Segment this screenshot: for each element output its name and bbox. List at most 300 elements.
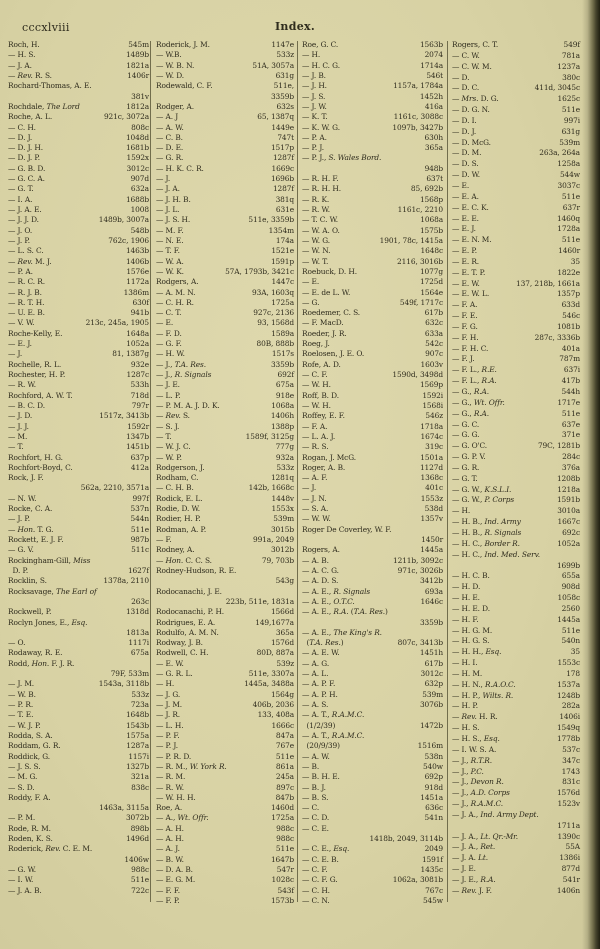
index-entry: [302, 360, 443, 370]
entry-name: — T. E.: [8, 710, 34, 720]
entry-pages: 1647b: [270, 854, 294, 864]
index-entry: [8, 298, 149, 308]
entry-name: Roe, G. C.: [302, 40, 339, 49]
entry-name: — C. E., Esq.: [302, 844, 350, 854]
entry-name: — R. S.: [302, 442, 329, 452]
entry-name: — H. S., Esq.: [452, 734, 500, 743]
entry-pages: 932a: [275, 452, 294, 462]
entry-pages: 562a, 2210, 3571a: [80, 483, 149, 493]
entry-name: — G. O'C.: [452, 441, 488, 451]
index-entry: [302, 865, 443, 875]
entry-pages: 546c: [562, 311, 580, 321]
entry-pages: 1725a: [271, 297, 294, 307]
index-entry: [302, 318, 443, 328]
index-entry: [156, 721, 294, 731]
entry-name: Rodulfo, A. M. N.: [156, 627, 219, 637]
entry-pages: 877d: [561, 864, 580, 874]
index-entry: [8, 865, 149, 875]
entry-pages: 831c: [562, 777, 580, 787]
index-entry: [452, 83, 580, 94]
index-entry: [452, 420, 580, 431]
entry-pages: 3037c: [557, 180, 580, 190]
entry-name: — A. B.: [302, 555, 329, 565]
entry-pages: 533z: [131, 689, 149, 699]
entry-name: — C. T.: [156, 308, 182, 318]
index-entry: [452, 354, 580, 365]
entry-pages: 1590d, 3498d: [392, 370, 443, 379]
entry-pages: 2560: [561, 603, 580, 613]
index-entry: [452, 148, 580, 159]
entry-pages: 971c, 3026b: [397, 565, 443, 575]
index-entry: [452, 701, 580, 712]
index-entry: [452, 441, 580, 452]
page-title: Index.: [274, 20, 316, 33]
entry-name: — D.: [452, 72, 470, 82]
entry-name: — M. G.: [8, 772, 38, 782]
entry-pages: 633a: [424, 328, 443, 338]
entry-name: — J., R.A.M.C.: [452, 799, 504, 809]
entry-name: — L. S. C.: [8, 246, 44, 256]
entry-name: — F. H. C.: [452, 343, 489, 353]
entry-pages: 1812a: [126, 101, 149, 111]
index-entry: [452, 452, 580, 463]
entry-pages: 1521e: [271, 246, 294, 256]
entry-name: — I. W.: [8, 875, 34, 885]
index-entry: [156, 752, 294, 762]
entry-name: — S. A.: [302, 504, 329, 514]
index-entry: [156, 339, 294, 349]
index-entry: [156, 628, 294, 638]
entry-name: Roeder, J. R.: [302, 328, 347, 338]
entry-pages: 1688b: [125, 194, 149, 204]
index-entry: [156, 61, 294, 71]
entry-name: — P. J.: [302, 143, 324, 153]
index-entry: [156, 638, 294, 648]
entry-pages: 631g: [561, 126, 580, 136]
index-entry: [156, 195, 294, 205]
index-column-2: [156, 40, 294, 906]
index-entry: [156, 174, 294, 184]
entry-name: — S. J.: [156, 421, 180, 431]
entry-pages: 632c: [425, 318, 443, 328]
entry-name: Roddick, G.: [8, 751, 51, 761]
index-entry: [8, 288, 149, 298]
entry-pages: 797r: [131, 400, 149, 410]
entry-pages: 79, 703b: [261, 555, 294, 565]
index-entry: [156, 535, 294, 545]
entry-pages: 1447c: [271, 277, 294, 287]
index-entry: [8, 483, 149, 493]
entry-name: — R. T. H.: [8, 297, 45, 307]
entry-name: — E. R.: [452, 256, 480, 266]
entry-name: — J. S.: [302, 91, 326, 101]
entry-name: — A. H.: [156, 834, 184, 844]
entry-pages: 838c: [131, 782, 149, 792]
entry-pages: 932e: [130, 359, 149, 369]
entry-pages: 655a: [561, 571, 580, 581]
index-entry: [452, 495, 580, 506]
entry-name: Rodaway, R. E.: [8, 648, 63, 658]
index-entry: [302, 92, 443, 102]
entry-pages: 1553c: [557, 658, 580, 668]
index-entry: [452, 626, 580, 637]
index-entry: [8, 257, 149, 267]
index-entry: [302, 556, 443, 566]
index-entry: [8, 721, 149, 731]
index-entry: [452, 257, 580, 268]
entry-name: Rochfort, H. G.: [8, 452, 63, 462]
index-entry: [156, 422, 294, 432]
entry-name: — E. E.: [452, 213, 479, 223]
entry-pages: 1517p: [270, 143, 294, 153]
entry-pages: 1211b, 3092c: [393, 555, 443, 565]
entry-pages: 549f: [563, 40, 580, 49]
index-entry: [302, 288, 443, 298]
index-entry: [8, 411, 149, 421]
entry-pages: 65, 1387q: [257, 112, 294, 122]
entry-name: — G. B. D.: [8, 163, 46, 173]
entry-pages: 762c, 1906: [108, 235, 149, 245]
index-entry: [452, 528, 580, 539]
index-entry: [452, 539, 580, 550]
entry-pages: 511e: [275, 844, 294, 854]
index-entry: [156, 762, 294, 772]
index-entry: [156, 772, 294, 782]
entry-pages: 543g: [275, 576, 294, 586]
entry-pages: 1208b: [556, 473, 580, 483]
index-entry: [452, 647, 580, 658]
entry-pages: 1357p: [556, 289, 580, 299]
entry-pages: 1591f: [421, 854, 443, 864]
entry-pages: 1563b: [419, 40, 443, 49]
index-entry: [452, 853, 580, 864]
index-entry: [8, 92, 149, 102]
index-entry: [156, 731, 294, 741]
entry-name: — H.: [452, 506, 471, 516]
index-entry: [156, 432, 294, 442]
entry-pages: 401c: [425, 483, 443, 493]
index-entry: [156, 236, 294, 246]
entry-pages: 636c: [425, 803, 443, 813]
index-entry: [302, 236, 443, 246]
entry-pages: 861a: [275, 761, 294, 771]
entry-pages: 997i: [563, 115, 580, 125]
entry-pages: 548b: [130, 225, 149, 235]
index-entry: [302, 494, 443, 504]
entry-pages: 511e: [561, 191, 580, 201]
entry-name: — J. E.: [452, 864, 476, 874]
index-entry: [8, 308, 149, 318]
entry-pages: 1569p: [419, 380, 443, 390]
entry-pages: 1390c: [557, 831, 580, 841]
index-entry: [8, 267, 149, 277]
entry-pages: 546z: [425, 411, 443, 421]
entry-name: — G. R. L.: [156, 669, 193, 679]
index-entry: [302, 504, 443, 514]
entry-pages: 1448v: [271, 493, 294, 503]
entry-pages: 1667c: [557, 517, 580, 527]
entry-pages: 617b: [424, 308, 443, 318]
entry-pages: 541r: [562, 874, 580, 884]
index-entry: [452, 615, 580, 626]
entry-name: — W. J. C.: [156, 442, 191, 452]
entry-name: — F. G.: [452, 321, 478, 331]
entry-pages: 1406h: [270, 411, 294, 421]
index-entry: [8, 597, 149, 607]
entry-pages: 1543b: [125, 720, 149, 730]
entry-name: — B. S.: [302, 792, 329, 802]
entry-name: — G. V.: [8, 545, 34, 555]
entry-pages: 57A, 1793b, 3421c: [225, 266, 294, 276]
entry-name: — J. L.: [156, 205, 180, 214]
index-entry: [156, 143, 294, 153]
index-entry: [8, 607, 149, 617]
entry-name: — C. F.: [302, 865, 328, 874]
index-entry: [156, 267, 294, 277]
index-entry: [8, 50, 149, 60]
index-entry: [156, 679, 294, 689]
entry-pages: 632s: [276, 101, 294, 111]
entry-pages: 630f: [132, 297, 149, 307]
index-entry: [8, 277, 149, 287]
entry-name: — J.: [8, 349, 23, 359]
entry-name: — H. W.: [156, 349, 185, 359]
index-entry: [302, 783, 443, 793]
entry-pages: 1553z: [420, 493, 443, 503]
index-entry: [8, 102, 149, 112]
entry-name: Rodham, C.: [156, 473, 199, 483]
entry-pages: 1589f, 3125g: [245, 431, 294, 441]
entry-pages: 1674c: [420, 431, 443, 441]
index-entry: [8, 81, 149, 91]
entry-pages: 2074: [424, 50, 443, 60]
entry-pages: 376a: [561, 462, 580, 472]
index-entry: [156, 607, 294, 617]
entry-name: — W. B.: [8, 689, 36, 699]
entry-name: — F. A.: [452, 300, 478, 310]
entry-name: Roeg, J.: [302, 339, 330, 349]
entry-name: — C. H.: [302, 885, 330, 895]
index-entry: [452, 767, 580, 778]
index-entry: [156, 504, 294, 514]
index-entry: [156, 226, 294, 236]
index-entry: [452, 105, 580, 116]
entry-pages: 988c: [131, 865, 149, 874]
entry-name: — W. G.: [302, 235, 331, 245]
entry-name: Roedemer, C. S.: [302, 308, 361, 318]
entry-name: Rochester, H. P.: [8, 370, 66, 379]
entry-pages: 997f: [132, 493, 149, 503]
entry-name: — A. T., R.A.M.C.: [302, 710, 365, 720]
index-entry: [302, 215, 443, 225]
entry-pages: 1821a: [126, 60, 149, 70]
entry-name: — J. P.: [8, 514, 30, 524]
index-entry: [452, 94, 580, 105]
index-entry: [156, 81, 294, 91]
index-entry: [8, 339, 149, 349]
index-entry: [156, 587, 294, 597]
index-entry: [156, 886, 294, 896]
entry-pages: 1625c: [557, 94, 580, 104]
entry-pages: 1287a: [126, 741, 149, 751]
entry-name: — J. A. E.: [8, 205, 42, 214]
entry-pages: 1576d: [270, 638, 294, 648]
index-entry: [452, 745, 580, 756]
entry-name: Roddy, F. A.: [8, 792, 51, 802]
index-entry: [8, 360, 149, 370]
entry-name: — D. M.: [452, 148, 482, 158]
entry-name: — A. P. H.: [302, 689, 338, 699]
entry-name: — L. H.: [156, 720, 184, 730]
entry-pages: 1347b: [125, 431, 149, 441]
entry-name: — E. W.: [156, 658, 184, 668]
entry-pages: 543f: [277, 885, 294, 895]
entry-name: — D. G. N.: [452, 105, 490, 115]
entry-name: — J. P.: [8, 235, 30, 245]
index-entry: [156, 648, 294, 658]
entry-name: Rochard-Thomas, A. E.: [8, 81, 92, 91]
index-entry: [302, 793, 443, 803]
index-entry: [8, 834, 149, 844]
entry-pages: 1460r: [558, 246, 580, 256]
entry-pages: 631e: [275, 205, 294, 214]
index-entry: [8, 422, 149, 432]
entry-name: Roebuck, D. H.: [302, 266, 357, 276]
entry-name: — F. E.: [452, 311, 478, 321]
entry-pages: 1489b, 3007a: [98, 215, 149, 225]
entry-name: — E. W. L.: [452, 289, 490, 299]
entry-name: — G., Wt. Offr.: [452, 397, 505, 407]
index-entry: [156, 494, 294, 504]
index-entry: [302, 473, 443, 483]
entry-pages: 406b, 2036: [252, 700, 294, 709]
index-entry: [452, 279, 580, 290]
index-entry: [302, 153, 443, 163]
index-entry: [452, 138, 580, 149]
entry-name: — R. W.: [302, 205, 330, 214]
index-entry: [452, 756, 580, 767]
entry-pages: 1648c: [420, 246, 443, 256]
entry-pages: 371e: [561, 430, 580, 440]
entry-pages: 1452h: [419, 91, 443, 101]
entry-name: — D. J.: [452, 126, 477, 136]
index-entry: [452, 214, 580, 225]
entry-pages: 988c: [276, 834, 294, 844]
index-entry: [452, 365, 580, 376]
index-entry: [452, 376, 580, 387]
index-entry: [452, 485, 580, 496]
entry-pages: 511e: [130, 875, 149, 885]
index-entry: [8, 112, 149, 122]
index-entry: [302, 669, 443, 679]
entry-name: — Hon. C. C. S.: [156, 555, 212, 565]
entry-name: — H. M.: [452, 668, 483, 678]
index-entry: [302, 844, 443, 854]
index-entry: [8, 463, 149, 473]
entry-name: — J., R. Signals: [156, 370, 212, 379]
index-entry: [8, 391, 149, 401]
entry-pages: 142b, 1668c: [248, 483, 294, 493]
index-entry: [302, 349, 443, 359]
index-entry: [8, 71, 149, 81]
index-entry: [8, 380, 149, 390]
entry-name: — M. F.: [156, 225, 184, 235]
entry-name: — P. R.: [8, 700, 34, 709]
index-entry: [156, 514, 294, 524]
entry-name: Rodrigues, E. A.: [156, 617, 216, 627]
index-entry: [8, 504, 149, 514]
entry-pages: 1575b: [419, 225, 443, 235]
entry-name: — J. W.: [302, 101, 327, 111]
entry-pages: 1406b: [125, 256, 149, 266]
index-entry: [452, 571, 580, 582]
entry-name: — E. T. P.: [452, 267, 486, 277]
entry-pages: 1248b: [556, 690, 580, 700]
entry-pages: 149,1677a: [255, 617, 294, 627]
entry-pages: 539m: [273, 514, 294, 524]
index-entry: [8, 752, 149, 762]
entry-pages: 401a: [561, 343, 580, 353]
entry-name: (T.A. Res.): [302, 638, 344, 648]
index-entry: [452, 246, 580, 257]
entry-name: — W. A. O.: [302, 225, 340, 235]
entry-pages: 787m: [559, 354, 580, 364]
entry-name: — J. E., R.A.: [452, 874, 496, 884]
entry-pages: 538n: [424, 751, 443, 761]
entry-pages: 1062a, 3081b: [392, 875, 443, 885]
entry-name: — A. C. G.: [302, 565, 339, 575]
entry-name: — A. M. N.: [156, 287, 196, 297]
entry-pages: 1725a: [271, 813, 294, 823]
entry-pages: 1566d: [270, 607, 294, 617]
entry-pages: 1161c, 3088c: [393, 112, 443, 122]
index-entry: [8, 143, 149, 153]
entry-pages: 412a: [130, 462, 149, 472]
index-entry: [302, 267, 443, 277]
entry-pages: 1127d: [419, 462, 443, 472]
entry-name: — H. P., Wilts. R.: [452, 690, 514, 700]
index-entry: [452, 322, 580, 333]
index-entry: [156, 92, 294, 102]
entry-name: — A. E., R.A. (T.A. Res.): [302, 607, 388, 617]
index-entry: [8, 153, 149, 163]
entry-pages: 1718a: [420, 421, 443, 431]
index-entry: [8, 61, 149, 71]
index-entry: [156, 360, 294, 370]
entry-pages: 1537a: [557, 679, 580, 689]
index-entry: [302, 453, 443, 463]
entry-pages: 3012b: [270, 545, 294, 555]
index-entry: [302, 112, 443, 122]
entry-name: — F. P.: [156, 895, 180, 905]
index-entry: [156, 288, 294, 298]
entry-name: Roff, B. D.: [302, 390, 339, 400]
index-entry: [8, 236, 149, 246]
index-entry: [452, 344, 580, 355]
index-entry: [302, 422, 443, 432]
entry-name: — W. T.: [302, 256, 329, 266]
entry-pages: 1052a: [557, 538, 580, 548]
entry-name: — A. L.: [302, 669, 329, 679]
index-entry: [8, 349, 149, 359]
entry-name: — Hon. T. G.: [8, 524, 54, 534]
index-entry: [452, 387, 580, 398]
entry-name: Rodier, H. P.: [156, 514, 201, 524]
entry-pages: 723a: [130, 700, 149, 709]
entry-pages: 545m: [128, 40, 149, 49]
entry-pages: 1287f: [272, 184, 294, 194]
entry-pages: 416a: [424, 101, 443, 111]
